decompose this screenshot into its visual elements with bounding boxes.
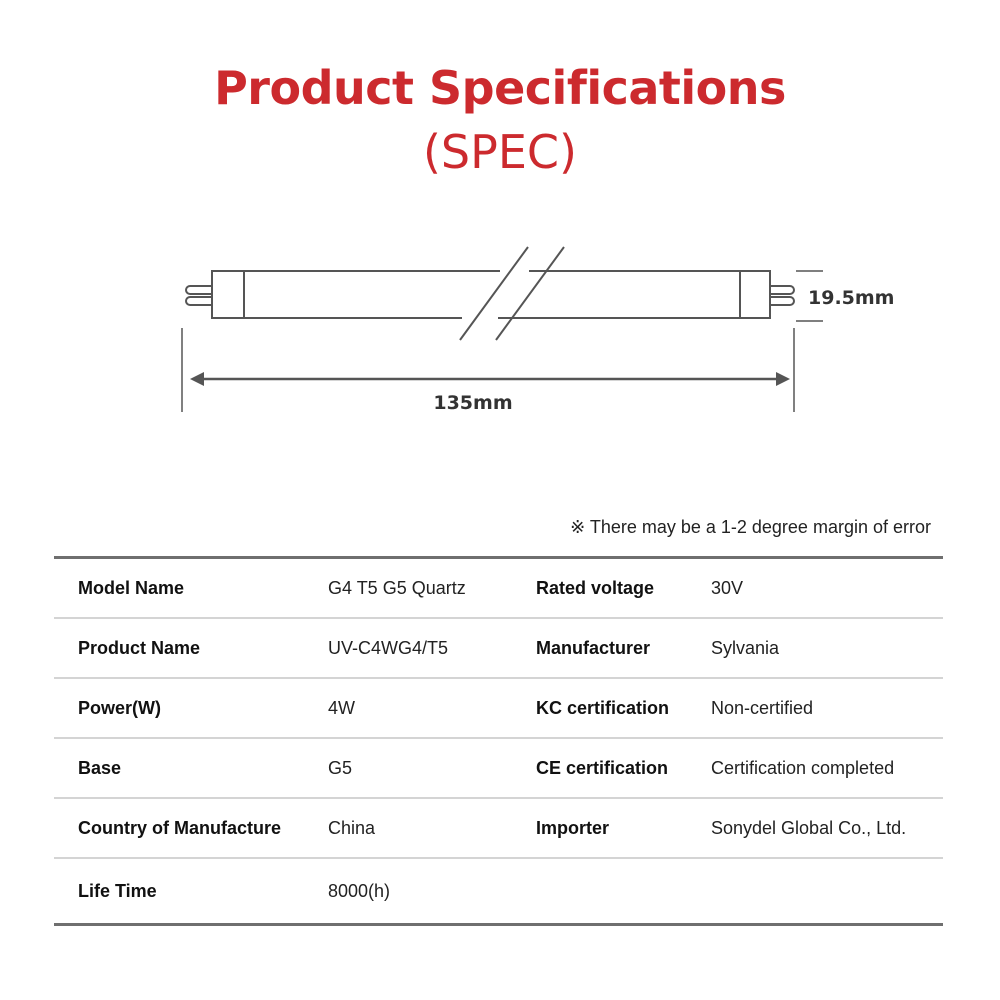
spec-value: 8000(h) (328, 880, 391, 901)
spec-value: 4W (328, 697, 355, 718)
table-row (54, 739, 943, 799)
lamp-tube (186, 271, 794, 318)
page-title: Product Specifications (214, 61, 786, 115)
length-label: 135mm (433, 392, 513, 414)
table-row (54, 799, 943, 859)
table-row (54, 619, 943, 679)
spec-label: Base (78, 757, 122, 778)
page-subtitle: (SPEC) (422, 125, 577, 179)
spec-label: CE certification (536, 757, 669, 778)
diameter-label: 19.5mm (808, 287, 895, 309)
spec-value: Non-certified (711, 697, 814, 718)
spec-value: G5 (328, 757, 353, 778)
spec-label: Country of Manufacture (78, 817, 282, 838)
spec-label: Model Name (78, 577, 185, 598)
spec-label: Manufacturer (536, 637, 651, 658)
spec-value: Certification completed (711, 757, 895, 778)
spec-label: Product Name (78, 637, 201, 658)
spec-label: Rated voltage (536, 577, 655, 598)
spec-value: UV-C4WG4/T5 (328, 637, 449, 658)
margin-of-error-note: ※ There may be a 1-2 degree margin of error (570, 517, 931, 537)
table-row (54, 559, 943, 619)
table-row (54, 859, 943, 923)
spec-table (54, 556, 943, 926)
spec-label: KC certification (536, 697, 670, 718)
spec-value: 30V (711, 577, 744, 598)
table-bottom-rule (54, 923, 943, 926)
spec-value: China (328, 817, 376, 838)
spec-value: Sonydel Global Co., Ltd. (711, 817, 907, 838)
spec-label: Life Time (78, 880, 157, 901)
break-marks (460, 247, 564, 340)
spec-value: Sylvania (711, 637, 780, 658)
spec-label: Power(W) (78, 697, 161, 718)
table-row (54, 679, 943, 739)
spec-label: Importer (536, 817, 610, 838)
spec-value: G4 T5 G5 Quartz (328, 577, 466, 598)
